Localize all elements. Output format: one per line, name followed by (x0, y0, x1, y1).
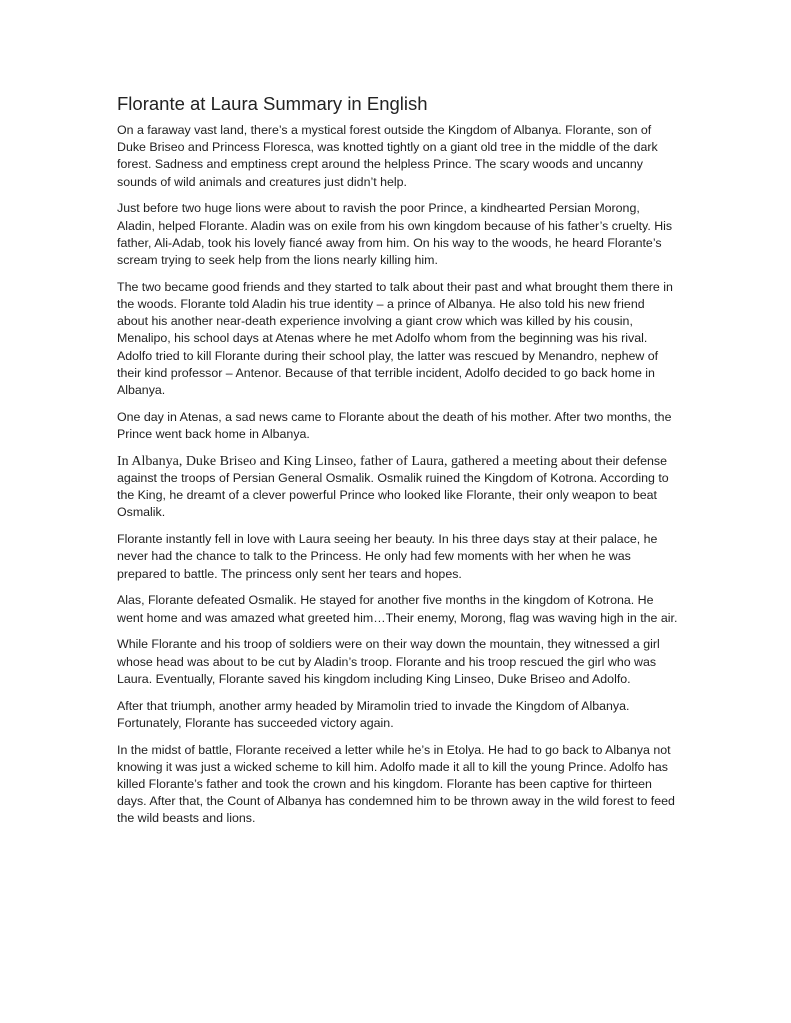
paragraph-7: Alas, Florante defeated Osmalik. He stayed for another five months in the kingdom of Kotrona. He went home and was amazed what greeted him…Their enemy, Morong, flag was waving high in the air. (117, 593, 678, 625)
paragraph-5-serif-run: In Albanya, Duke Briseo and King Linseo, father of Laura, gathered a meeting (117, 453, 558, 469)
paragraph-3: The two became good friends and they started to talk about their past and what brought them there in the woods. Florante told Aladin his true identity – a prince of Albanya. He also told his new friend about his another near-death experience involving a giant crow which was killed by his cousin, Menalipo, his school days at Atenas where he met Adolfo whom from the beginning was his rival. Adolfo tried to kill Florante during their school play, the latter was rescued by Menandro, nephew of their kind professor – Antenor. Because of that terrible incident, Adolfo decided to go back home in Albanya. (117, 279, 673, 398)
paragraph-5 (117, 453, 679, 522)
paragraph-5-sans-run: about their defense against the troops of Persian General Osmalik. Osmalik ruined the Kingdom of Kotrona. According to the King, he dreamt of a clever powerful Prince who looked like Florante, their only weapon to beat Osmalik. (117, 453, 669, 520)
document-title: Florante at Laura Summary in English (117, 93, 428, 114)
paragraph-6: Florante instantly fell in love with Laura seeing her beauty. In his three days stay at their palace, he never had the chance to talk to the Princess. He only had few moments with her when he was prepared to battle. The princess only sent her tears and hopes. (117, 532, 658, 581)
paragraph-9: After that triumph, another army headed by Miramolin tried to invade the Kingdom of Albanya. Fortunately, Florante has succeeded victory again. (117, 698, 630, 730)
paragraph-8: While Florante and his troop of soldiers were on their way down the mountain, they witnessed a girl whose head was about to be cut by Aladin’s troop. Florante and his troop rescued the girl who was Laura. Eventually, Florante saved his kingdom including King Linseo, Duke Briseo and Adolfo. (117, 637, 660, 686)
document-page (117, 92, 679, 837)
paragraph-10: In the midst of battle, Florante received a letter while he’s in Etolya. He had to go back to Albanya not knowing it was just a wicked scheme to kill him. Adolfo made it all to kill the young Prince. Adolfo has killed Florante’s father and took the crown and his kingdom. Florante has been captive for thirteen days. After that, the Count of Albanya has condemned him to be thrown away in the wild forest to feed the wild beasts and lions. (117, 742, 675, 826)
paragraph-4: One day in Atenas, a sad news came to Florante about the death of his mother. After two months, the Prince went back home in Albanya. (117, 409, 672, 442)
paragraph-1: On a faraway vast land, there’s a mystical forest outside the Kingdom of Albanya. Florante, son of Duke Briseo and Princess Floresca, was knotted tightly on a giant old tree in the middle of the dark forest. Sadness and emptiness crept around the helpless Prince. The scary woods and uncanny sounds of wild animals and creatures just didn’t help. (117, 123, 658, 189)
paragraph-2: Just before two huge lions were about to ravish the poor Prince, a kindhearted Persian Morong, Aladin, helped Florante. Aladin was on exile from his own kingdom because of his father’s cruelty. His father, Ali-Adab, took his lovely fiancé away from him. On his way to the woods, he heard Florante’s scream trying to seek help from the lions nearly killing him. (117, 201, 673, 268)
